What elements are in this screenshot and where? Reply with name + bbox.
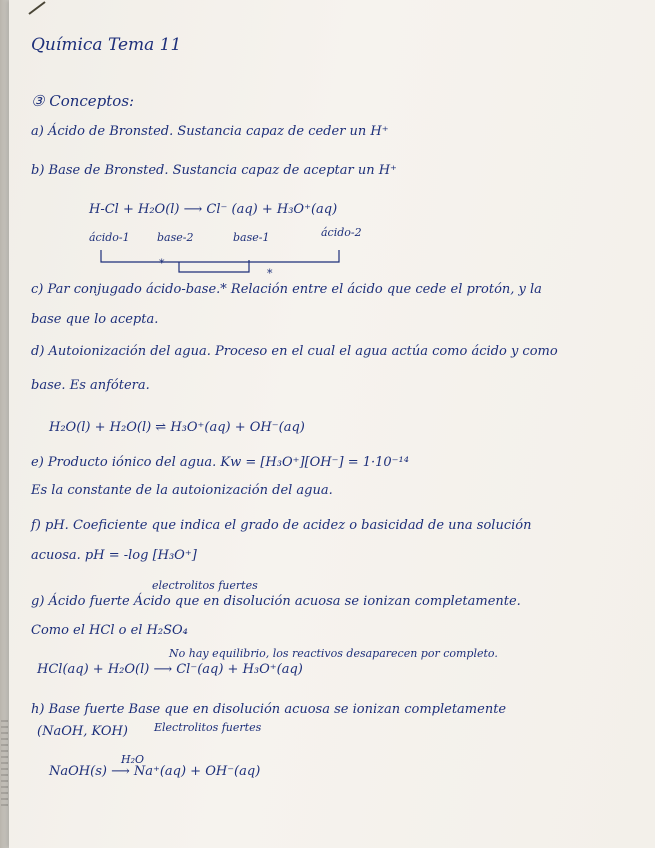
notebook-page: [9, 0, 655, 848]
item-c: c) Par conjugado ácido-base.* Relación entre el ácido que cede el protón, y la: [31, 282, 542, 297]
item-a: a) Ácido de Bronsted. Sustancia capaz de ceder un H⁺: [31, 124, 389, 139]
item-g: g) Ácido fuerte Ácido que en disolución acuosa se ionizan completamente.: [31, 594, 521, 609]
bracket-star-1: *: [159, 257, 165, 270]
equation-2: H₂O(l) + H₂O(l) ⇌ H₃O⁺(aq) + OH⁻(aq): [49, 420, 305, 435]
section-heading: ③ Conceptos:: [31, 92, 135, 110]
item-h: h) Base fuerte Base que en disolución acuosa se ionizan completamente: [31, 702, 507, 717]
item-d-line2: base. Es anfótera.: [31, 378, 150, 393]
item-f: f) pH. Coeficiente que indica el grado de acidez o basicidad de una solución: [31, 518, 532, 533]
item-g-line2: Como el HCl o el H₂SO₄: [31, 623, 188, 638]
label-base-1: base-1: [233, 231, 270, 244]
notebook-binding-edge: [0, 0, 9, 848]
item-e: e) Producto iónico del agua. Kw = [H₃O⁺][OH⁻] = 1·10⁻¹⁴: [31, 455, 409, 470]
equation-4-reagent: H₂O: [121, 753, 145, 766]
page-title: Química Tema 11: [31, 35, 182, 55]
note-strong-electrolytes-2: Electrolitos fuertes: [154, 721, 262, 734]
item-c-line2: base que lo acepta.: [31, 312, 159, 327]
item-d: d) Autoionización del agua. Proceso en el cual el agua actúa como ácido y como: [31, 344, 558, 359]
item-f-line2: acuosa. pH = -log [H₃O⁺]: [31, 548, 197, 563]
bracket-star-2: *: [267, 267, 273, 280]
label-acid-2: ácido-2: [321, 226, 362, 239]
pencil-mark: [29, 2, 45, 14]
item-e-line2: Es la constante de la autoionización del agua.: [31, 483, 333, 498]
equation-3: HCl(aq) + H₂O(l) ⟶ Cl⁻(aq) + H₃O⁺(aq): [37, 662, 303, 677]
item-h-line2: (NaOH, KOH): [37, 724, 128, 739]
label-acid-1: ácido-1: [89, 231, 130, 244]
label-base-2: base-2: [157, 231, 194, 244]
conjugate-pair-brackets: [101, 250, 339, 272]
binding-marks: [1, 720, 8, 810]
note-strong-electrolytes: electrolitos fuertes: [152, 579, 258, 592]
note-no-equilibrium: No hay equilibrio, los reactivos desaparecen por completo.: [169, 647, 498, 660]
equation-1: H-Cl + H₂O(l) ⟶ Cl⁻ (aq) + H₃O⁺(aq): [89, 202, 338, 217]
equation-4: NaOH(s) ⟶ Na⁺(aq) + OH⁻(aq): [49, 764, 261, 779]
item-b: b) Base de Bronsted. Sustancia capaz de aceptar un H⁺: [31, 163, 397, 178]
